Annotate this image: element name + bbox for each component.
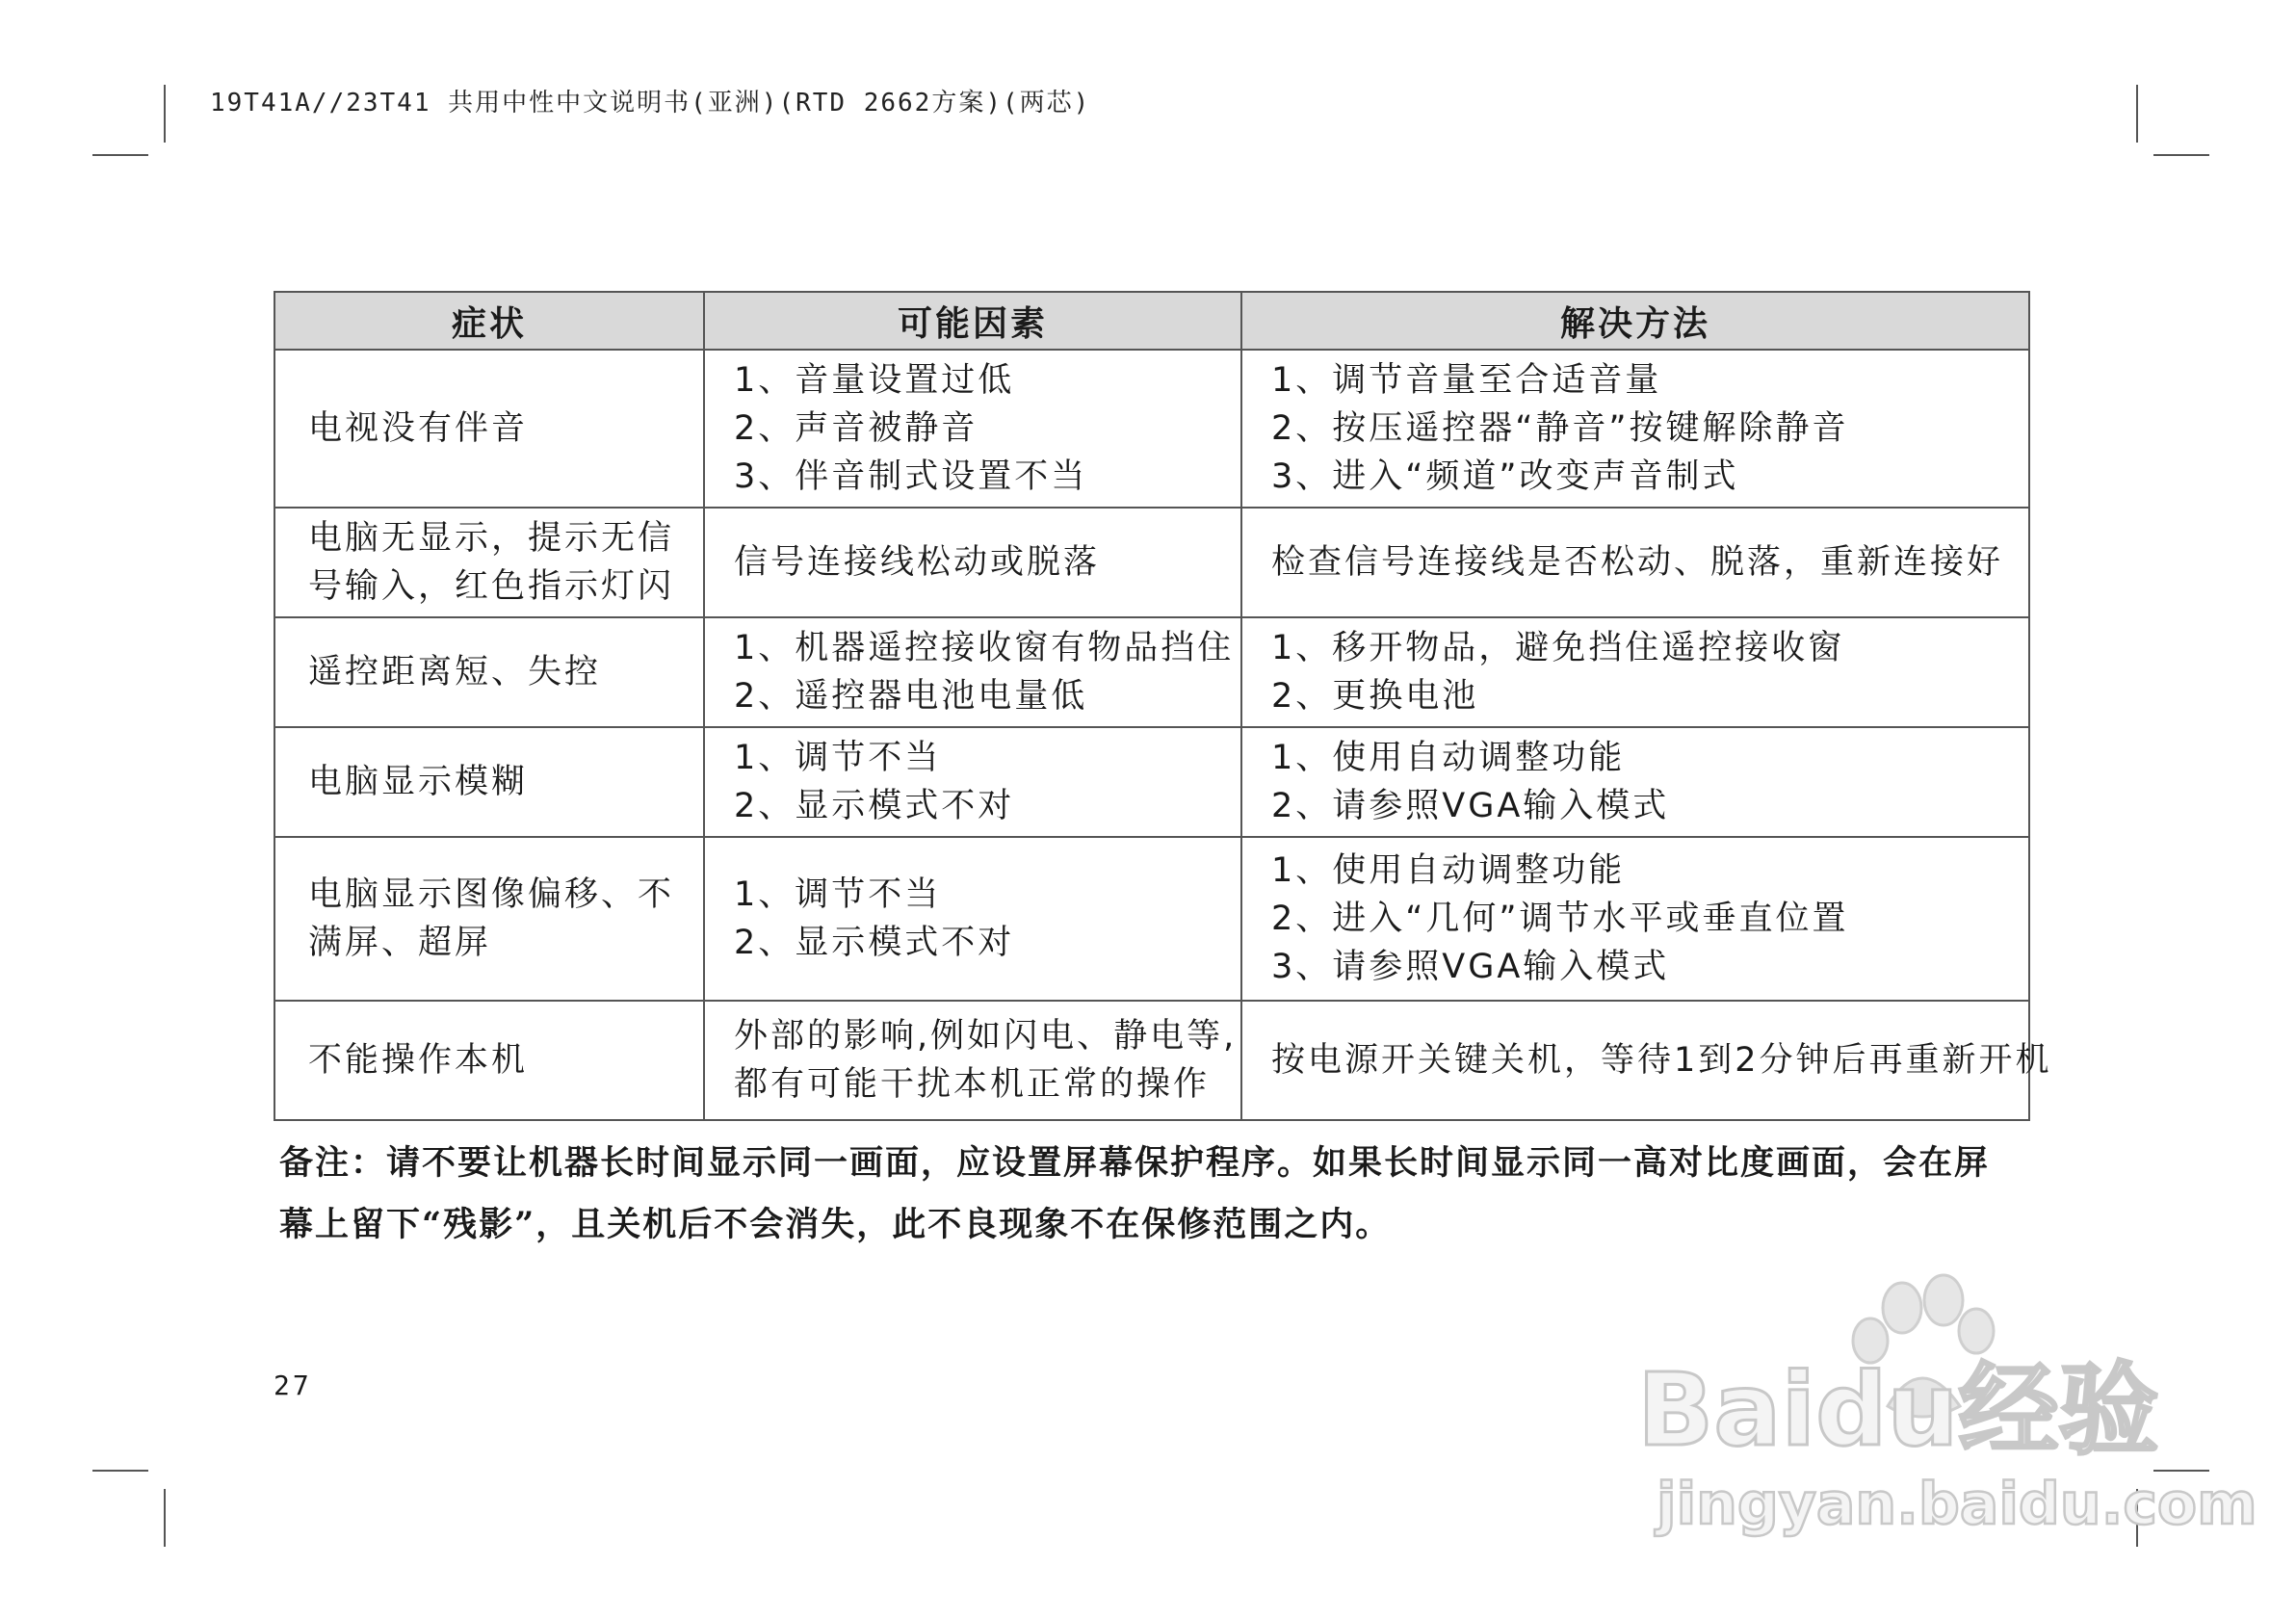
solution-item: 2、更换电池 (1271, 677, 1479, 716)
symptom-cell (274, 727, 704, 837)
solution-item: 按电源开关键关机，等待1到2分钟后再重新开机 (1271, 1041, 2052, 1080)
table-row (274, 617, 2029, 727)
column-header-causes: 可能因素 (704, 292, 1241, 350)
cause-item: 1、调节不当 (734, 739, 942, 777)
cause-item: 外部的影响,例如闪电、静电等, (734, 1017, 1238, 1056)
solutions-cell (1241, 508, 2029, 617)
crop-mark (2153, 154, 2209, 156)
solution-item: 3、进入“频道”改变声音制式 (1271, 457, 1739, 496)
cause-item: 2、遥控器电池电量低 (734, 677, 1088, 716)
cause-item: 2、声音被静音 (734, 409, 978, 448)
remark-line: 备注：请不要让机器长时间显示同一画面，应设置屏幕保护程序。如果长时间显示同一高对比度画面，会在屏 (279, 1143, 1991, 1183)
solutions-cell (1241, 350, 2029, 508)
cause-item: 都有可能干扰本机正常的操作 (734, 1065, 1211, 1104)
table-header-row (274, 292, 2029, 350)
cause-item: 2、显示模式不对 (734, 787, 1015, 825)
crop-mark (92, 154, 148, 156)
cause-item: 1、机器遥控接收窗有物品挡住 (734, 629, 1235, 667)
page-number: 27 (274, 1370, 312, 1401)
solution-item: 1、调节音量至合适音量 (1271, 361, 1662, 400)
remark-note (279, 1133, 2032, 1256)
symptom-cell (274, 617, 704, 727)
solution-item: 1、使用自动调整功能 (1271, 851, 1626, 890)
table-row (274, 508, 2029, 617)
table-row (274, 727, 2029, 837)
crop-mark (164, 1489, 166, 1547)
causes-cell (704, 837, 1241, 1001)
solution-item: 检查信号连接线是否松动、脱落，重新连接好 (1271, 543, 2004, 582)
solution-item: 1、移开物品，避免挡住遥控接收窗 (1271, 629, 1845, 667)
cause-item: 1、调节不当 (734, 875, 942, 914)
symptom-cell (274, 508, 704, 617)
symptom-text: 电脑无显示，提示无信 (308, 519, 675, 558)
symptom-cell (274, 350, 704, 508)
solution-item: 2、请参照VGA输入模式 (1271, 787, 1670, 825)
symptom-text: 电脑显示图像偏移、不 (308, 875, 675, 914)
symptom-cell (274, 837, 704, 1001)
symptom-text: 不能操作本机 (308, 1041, 529, 1080)
causes-cell (704, 1001, 1241, 1120)
watermark-url: jingyan.baidu.com (1657, 1471, 2257, 1538)
table-row (274, 1001, 2029, 1120)
crop-mark (2136, 85, 2138, 143)
remark-line: 幕上留下“残影”，且关机后不会消失，此不良现象不在保修范围之内。 (279, 1205, 1392, 1244)
causes-cell (704, 350, 1241, 508)
solutions-cell (1241, 727, 2029, 837)
baidu-jingyan-watermark (1628, 1262, 2257, 1551)
symptom-cell (274, 1001, 704, 1120)
solution-item: 2、按压遥控器“静音”按键解除静音 (1271, 409, 1849, 448)
cause-item: 信号连接线松动或脱落 (734, 543, 1101, 582)
symptom-text: 遥控距离短、失控 (308, 653, 602, 692)
solutions-cell (1241, 1001, 2052, 1120)
cause-item: 3、伴音制式设置不当 (734, 457, 1088, 496)
symptom-text: 号输入，红色指示灯闪 (308, 567, 675, 606)
column-header-symptom: 症状 (274, 292, 704, 350)
symptom-text: 满屏、超屏 (308, 924, 492, 962)
column-header-solutions: 解决方法 (1241, 292, 2029, 350)
symptom-text: 电视没有伴音 (308, 409, 529, 448)
solution-item: 2、进入“几何”调节水平或垂直位置 (1271, 900, 1849, 938)
symptom-text: 电脑显示模糊 (308, 763, 529, 801)
solutions-cell (1241, 837, 2029, 1001)
table-row (274, 350, 2029, 508)
crop-mark (164, 85, 166, 143)
cause-item: 2、显示模式不对 (734, 924, 1015, 962)
solution-item: 3、请参照VGA输入模式 (1271, 948, 1670, 986)
causes-cell (704, 508, 1241, 617)
causes-cell (704, 617, 1241, 727)
crop-mark (92, 1470, 148, 1472)
solutions-cell (1241, 617, 2029, 727)
causes-cell (704, 727, 1241, 837)
table-row (274, 837, 2029, 1001)
cause-item: 1、音量设置过低 (734, 361, 1015, 400)
document-header: 19T41A//23T41 共用中性中文说明书(亚洲)(RTD 2662方案)(两芯) (210, 89, 1091, 117)
troubleshooting-table (274, 291, 2052, 1121)
solution-item: 1、使用自动调整功能 (1271, 739, 1626, 777)
watermark-brand: Baidu经验 (1637, 1351, 2159, 1469)
